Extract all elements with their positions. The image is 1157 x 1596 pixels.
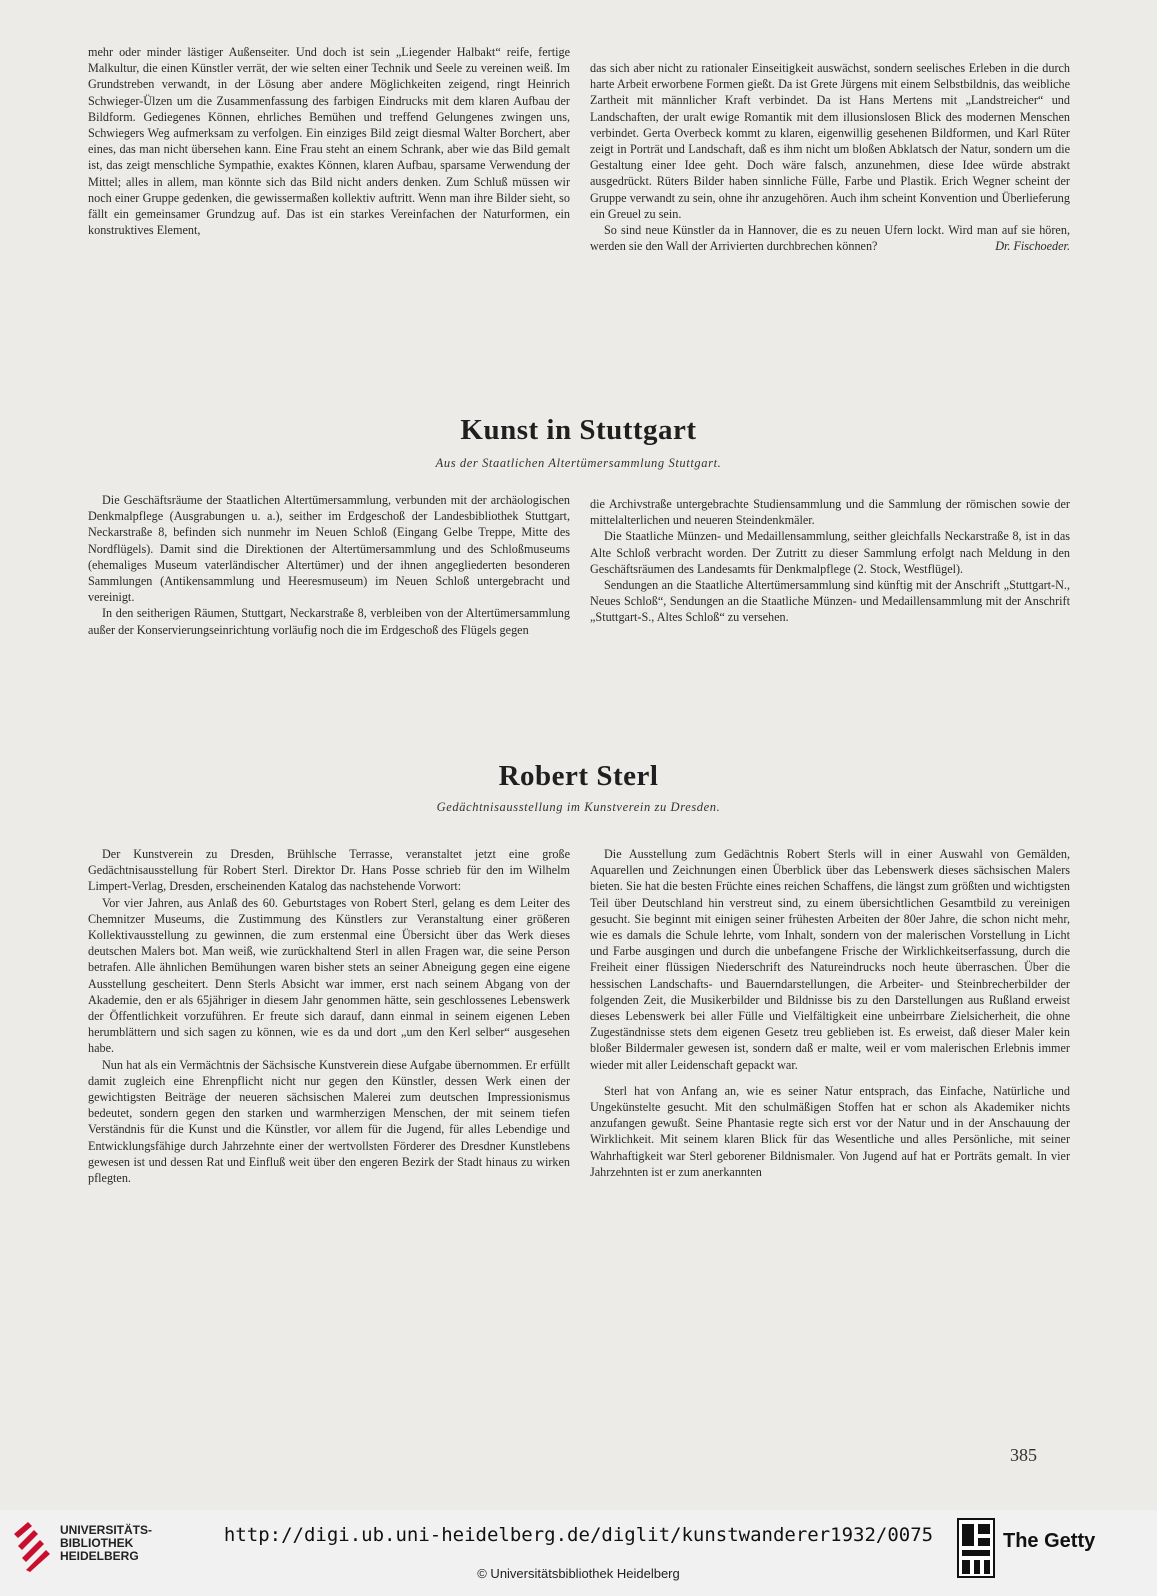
article-title: Robert Sterl <box>498 760 659 792</box>
top-right-column <box>590 60 1070 255</box>
permalink-url[interactable]: http://digi.ub.uni-heidelberg.de/diglit/kunstwanderer1932/0075 <box>223 1524 934 1546</box>
paragraph: Nun hat als ein Vermächtnis der Sächsische Kunstverein diese Aufgabe übernommen. Er erfüllt damit zugleich eine Ehrenpflicht nicht nur gegen den Künstler, dessen Werk einen der gewichtigsten Beiträge der neueren sächsischen Malerei zum deutschen Impressionismus bedeutet, sondern gegen den starken und warmherzigen Menschen, der mit seinem tiefen Verständnis für die Kunst und die Künstler, vor allem für die Jugend, für alles Lebendige und Entwicklungsfähige durch Jahrzehnte einer der wertvollsten Förderer des Dresdner Kunstlebens gewesen ist und dessen Rat und Einfluß weit über den engeren Bezirk der Stadt hinaus zu wirken pflegten. <box>88 1057 570 1186</box>
paragraph: In den seitherigen Räumen, Stuttgart, Neckarstraße 8, verbleiben von der Altertümersammlung außer der Konservierungseinrichtung vorläufig noch die im Erdgeschoß des Flügels gegen <box>88 606 570 637</box>
copyright-notice: © Universitätsbibliothek Heidelberg <box>477 1566 680 1581</box>
paragraph: Sendungen an die Staatliche Altertümersammlung sind künftig mit der Anschrift „Stuttgart-N., Neues Schloß“, Sendungen an die Staatliche Münzen- und Medaillensammlung mit der Anschrift „Stuttgart-S., Altes Schloß“ zu versehen. <box>590 578 1070 625</box>
paragraph: Die Staatliche Münzen- und Medaillensammlung, seither gleichfalls Neckarstraße 8, ist in das Alte Schloß verbracht worden. Der Zutritt zu dieser Sammlung erfolgt nach Meldung in den Geschäftsräumen des Landesamts für Denkmalpflege (2. Stock, Westflügel). <box>590 529 1070 576</box>
getty-logo-icon <box>957 1518 995 1578</box>
paragraph: Vor vier Jahren, aus Anlaß des 60. Geburtstages von Robert Sterl, gelang es dem Leiter des Chemnitzer Museums, die Zustimmung des Künstlers zur Veranstaltung einer größeren Kollektivausstellung zu gewinnen, die zum erstenmal eine Übersicht über das Werk dieses deutschen Malers bot. Man weiß, wie zurückhaltend Sterl in allen Fragen war, die seine Person betrafen. Alle ähnlichen Bemühungen waren bisher stets an seiner Abneigung gegen eine eigene Ausstellung gescheitert. Denn Sterls Absicht war immer, erst nach seinem Abgang von der Akademie, den er als 65jähriger in diesem Jahr genommen hätte, sein geschlossenes Lebenswerk der Öffentlichkeit vorzuführen. Er freute sich darauf, dann einmal in seinem eigenen Leben herumblättern und sich sagen zu können, wie es da und dort „um den Kerl selber“ ausgesehen habe. <box>88 895 570 1056</box>
paragraph: So sind neue Künstler da in Hannover, die es zu neuen Ufern lockt. Wird man auf sie hören, werden sie den Wall der Arrivierten durchbrechen können? <box>590 223 1070 254</box>
paragraph: Die Ausstellung zum Gedächtnis Robert Sterls will in einer Auswahl von Gemälden, Aquarellen und Zeichnungen einen Überblick über das Lebenswerk dieses sächsischen Malers bieten. Sie hat die besten Früchte eines reichen Schaffens, die längst zum größten und wichtigsten Teil über Deutschland hin verstreut sind, zu einem übersichtlichen Gesamtbild zu vereinigen gesucht. Sie beginnt mit einigen seiner frühesten Arbeiten der 80er Jahre, die schon nicht mehr, wie es damals die Schule lehrte, vom Inhalt, sondern von der malerischen Vorstellung in Licht und Farbe ausgingen und durch die unbefangene Frische der Wirklichkeitserfassung, durch die Freiheit einer flüssigen Niederschrift des Natureindrucks noch heute überraschen. Über die hessischen Landschafts- und Bauerndarstellungen, die Arbeiter- und Steinbrecherbilder der folgenden Zeit, die Musikerbilder und Bildnisse bis zu den Darstellungen aus Rußland erweist dieses Lebenswerk bei aller Fülle und Vielfältigkeit eine unbeirrbare Zielsicherheit, die ohne Zugeständnisse stets dem eigenen Gesetz treu geblieben ist. Es erweist, daß dieser Maler kein bloßer Bildermaler gewesen ist, sondern daß er malte, weil er vom malerischen Erlebnis immer wieder mit aller Leidenschaft gepackt war. <box>590 847 1070 1072</box>
footer-bar <box>0 1510 1157 1596</box>
section1-left-column <box>88 492 570 638</box>
signature: Dr. Fischoeder. <box>995 239 1070 254</box>
university-library-name[interactable]: UNIVERSITÄTS- BIBLIOTHEK HEIDELBERG <box>60 1523 153 1563</box>
page-number: 385 <box>1010 1445 1037 1465</box>
section2-left-column <box>88 846 570 1186</box>
paragraph: die Archivstraße untergebrachte Studiensammlung und die Sammlung der römischen sowie der mittelalterlichen und neueren Steindenkmäler. <box>590 497 1070 528</box>
getty-name[interactable]: The Getty <box>1003 1530 1096 1552</box>
article-subtitle: Gedächtnisausstellung im Kunstverein zu Dresden. <box>436 800 721 814</box>
article-subtitle: Aus der Staatlichen Altertümersammlung Stuttgart. <box>435 456 722 470</box>
article-title: Kunst in Stuttgart <box>460 414 697 446</box>
section2-right-column <box>590 846 1070 1180</box>
paragraph: Sterl hat von Anfang an, wie es seiner Natur entsprach, das Einfache, Natürliche und Ungekünstelte gesucht. Mit den schulmäßigen Stoffen hat er schon als Akademiker nichts anzufangen gewußt. Seine Phantasie regte sich erst vor der Natur und in der Anschauung der Wirklichkeit. Mit seinem klaren Blick für das Wesentliche und alles Persönliche, mit seiner Wahrhaftigkeit war Sterl geborener Bildnismaler. Von Jugend auf hat er Porträts gemalt. In vier Jahrzehnten ist er zum anerkannten <box>590 1083 1070 1179</box>
paragraph: Der Kunstverein zu Dresden, Brühlsche Terrasse, veranstaltet jetzt eine große Gedächtnisausstellung für Robert Sterl. Direktor Dr. Hans Posse schrieb für den im Wilhelm Limpert-Verlag, Dresden, erscheinenden Katalog das nachstehende Vorwort: <box>88 847 570 894</box>
paragraph: mehr oder minder lästiger Außenseiter. Und doch ist sein „Liegender Halbakt“ reife, fertige Malkultur, die einen Künstler verrät, der wie selten einer Technik und Seele zu vereinen weiß. Im Grundstreben verwandt, in der Lösung aber andere Möglichkeiten zeigend, ringt Heinrich Schwieger-Ülzen um die Zusammenfassung des farbigen Eindrucks mit dem klaren Aufbau der Bildform. Gediegenes Können, ehrliches Bemühen und treffend Gelungenes zwingen uns, Schwiegers Weg aufmerksam zu verfolgen. Ein einziges Bild zeigt diesmal Walter Borchert, aber eines, das man nicht übersehen kann. Eine Frau steht an einem Schrank, aber wie das Bild gemalt ist, das zeigt menschliche Sympathie, exaktes Können, klaren Aufbau, sparsame Verwendung der Mittel; alles in allem, man könnte sich das Bild nicht anders denken. Zum Schluß müssen wir noch einer Gruppe gedenken, die gewissermaßen kollektiv auftritt. Wenn man ihre Bilder sieht, so fällt ein gemeinsamer Grundzug auf. Das ist ein starkes Vereinfachen der Naturformen, ein konstruktives Element, <box>88 45 570 238</box>
section1-right-column <box>590 496 1070 626</box>
paragraph: Die Geschäftsräume der Staatlichen Altertümersammlung, verbunden mit der archäologischen Denkmalpflege (Ausgrabungen u. a.), seither im Erdgeschoß der Landesbibliothek Stuttgart, Neckarstraße 8, befinden sich nunmehr im Neuen Schloß (Eingang Gelbe Treppe, Mitte des Nordflügels). Damit sind die Direktionen der Altertümersammlung und des Schloßmuseums (ehemaliges Museum vaterländischer Altertümer) und der ihnen angegliederten besonderen Sammlungen (Antikensammlung und Heeresmuseum) im Neuen Schloß untergebracht und vereinigt. <box>88 493 570 605</box>
top-left-column <box>88 44 570 238</box>
paragraph: das sich aber nicht zu rationaler Einseitigkeit auswächst, sondern seelisches Erleben in die durch harte Arbeit erworbene Formen gießt. Da ist Grete Jürgens mit einem Selbstbildnis, das weibliche Zartheit mit männlicher Kraft verbindet. Da ist Hans Mertens mit „Landstreicher“ und Landschaften, der uralt ewige Romantik mit dem illusionslosen Blick des modernen Menschen verbindet. Gerta Overbeck kommt zu klaren, eigenwillig gesehenen Bildformen, und Karl Rüter zeigt in Porträt und Landschaft, daß es ihm nicht um bloßen Abklatsch der Natur, sondern um die Gestaltung einer Idee geht. Doch wäre falsch, anzunehmen, diese Idee würde abstrakt ausgedrückt. Rüters Bilder haben sinnliche Fülle, Farbe und Plastik. Erich Wegner scheint der Gruppe verwandt zu sein, ohne ihr anzugehören. Auch ihm scheint Konvention und Überlieferung ein Greuel zu sein. <box>590 61 1070 221</box>
